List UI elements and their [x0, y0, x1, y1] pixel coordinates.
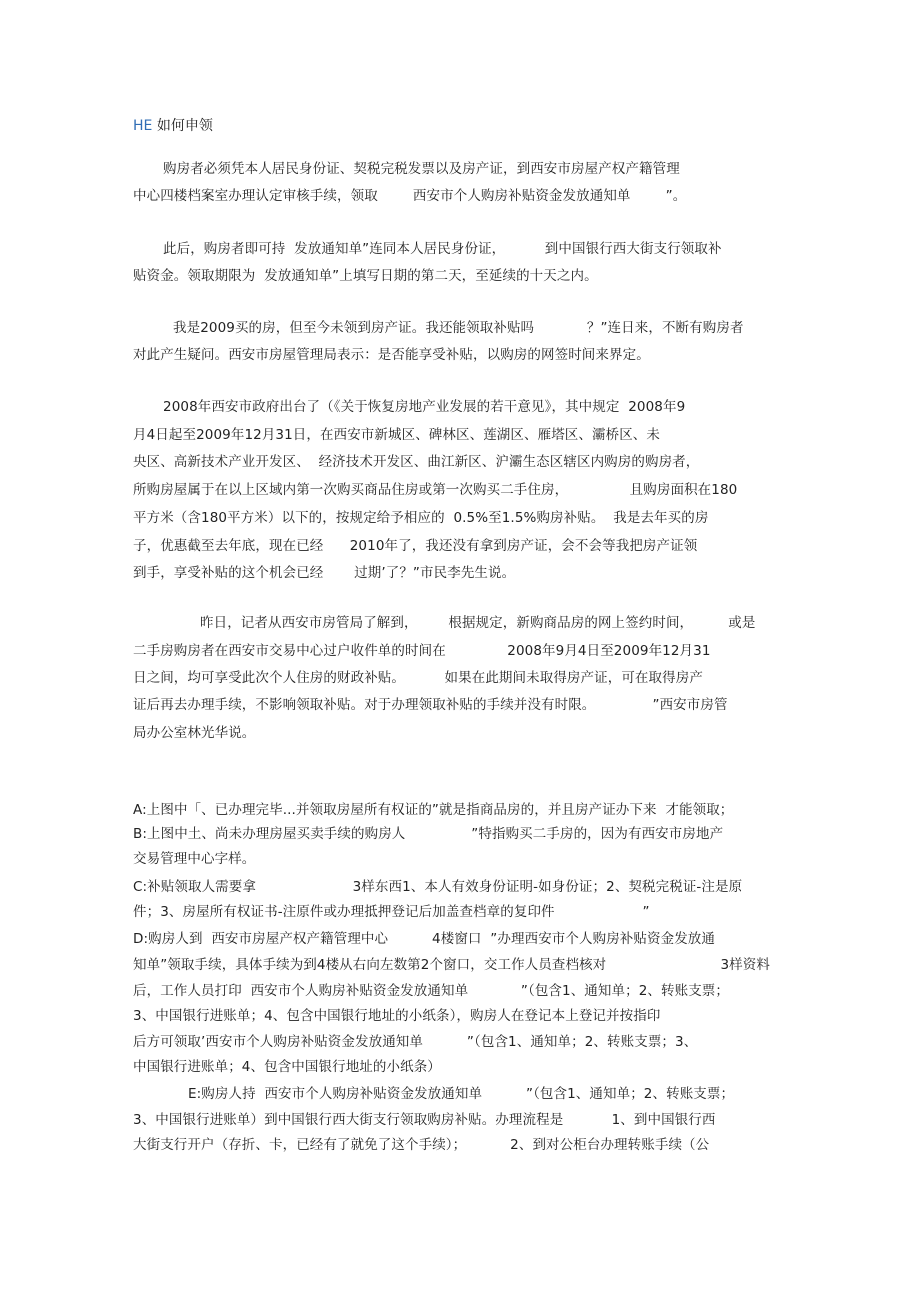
text-line: 月4日起至2009年12月31日，在西安市新城区、碑林区、莲湖区、雁塔区、灞桥区、未 — [133, 427, 661, 443]
text-line: 到手，享受补贴的这个机会已经 过期’了？”市民李先生说。 — [133, 565, 516, 581]
answer-e-line: E:购房人持 西安市个人购房补贴资金发放通知单 ”（包含1、通知单；2、转账支票； — [188, 1086, 735, 1102]
answer-c-line: 件；3、房屋所有权证书-注原件或办理抵押登记后加盖查档章的复印件 ” — [133, 904, 650, 920]
text-line: 贴资金。领取期限为 发放通知单”上填写日期的第二天，至延续的十天之内。 — [133, 268, 598, 284]
answer-d-line: 知单”领取手续，具体手续为到4楼从右向左数第2个窗口，交工作人员查档核对 3样资料 — [133, 957, 770, 973]
answer-d-line: 中国银行进账单；4、包含中国银行地址的小纸条） — [133, 1059, 441, 1075]
answer-c-line: C:补贴领取人需要拿 3样东西1、本人有效身份证明-如身份证；2、契税完税证-注是原 — [133, 879, 743, 895]
text-line: 对此产生疑问。西安市房屋管理局表示：是否能享受补贴，以购房的网签时间来界定。 — [133, 347, 650, 363]
text-line: 日之间，均可享受此次个人住房的财政补贴。 如果在此期间未取得房产证，可在取得房产 — [133, 670, 703, 686]
text-line: 局办公室林光华说。 — [133, 725, 256, 741]
text-line: 此后，购房者即可持 发放通知单”连同本人居民身份证， 到中国银行西大街支行领取补 — [163, 241, 722, 257]
answer-b-line: 交易管理中心字样。 — [133, 851, 256, 867]
text-line: 购房者必须凭本人居民身份证、契税完税发票以及房产证，到西安市房屋产权产籍管理 — [163, 161, 680, 177]
text-line: 中心四楼档案室办理认定审核手续，领取 西安市个人购房补贴资金发放通知单 ”。 — [133, 188, 687, 204]
text-line: 二手房购房者在西安市交易中心过户收件单的时间在 2008年9月4日至2009年12月31 — [133, 643, 711, 659]
text-line: 央区、高新技术产业开发区、 经济技术开发区、曲江新区、沪灞生态区辖区内购房的购房者， — [133, 454, 700, 470]
text-line: 2008年西安市政府出台了（《关于恢复房地产业发展的若干意见》，其中规定 2008年9 — [163, 399, 686, 415]
answer-d-line: 后方可领取’西安市个人购房补贴资金发放通知单 ”（包含1、通知单；2、转账支票；3、 — [133, 1034, 698, 1050]
answer-d-line: D:购房人到 西安市房屋产权产籍管理中心 4楼窗口 ”办理西安市个人购房补贴资金发放通 — [133, 931, 716, 947]
answer-d-line: 3、中国银行进账单；4、包含中国银行地址的小纸条），购房人在登记本上登记并按指印 — [133, 1008, 661, 1024]
text-line: 证后再去办理手续，不影响领取补贴。对于办理领取补贴的手续并没有时限。 ”西安市房管 — [133, 697, 728, 713]
answer-e-line: 3、中国银行进账单）到中国银行西大街支行领取购房补贴。办理流程是 1、到中国银行西 — [133, 1112, 716, 1128]
text-line: 我是2009买的房，但至今未领到房产证。我还能领取补贴吗 ？”连日来，不断有购房者 — [173, 320, 744, 336]
answer-d-line: 后，工作人员打印 西安市个人购房补贴资金发放通知单 ”（包含1、通知单；2、转账支票； — [133, 983, 729, 999]
answer-a-line: A:上图中「、已办理完毕...并领取房屋所有权证的”就是指商品房的，并且房产证办下来 才能领取； — [133, 802, 734, 818]
section-heading — [133, 115, 213, 135]
answer-b-line: B:上图中土、尚未办理房屋买卖手续的购房人 ”特指购买二手房的，因为有西安市房地产 — [133, 826, 724, 842]
text-line: 所购房屋属于在以上区域内第一次购买商品住房或第一次购买二手住房， 且购房面积在180 — [133, 482, 738, 498]
heading-prefix: HE — [133, 118, 153, 134]
answer-e-line: 大街支行开户（存折、卡，已经有了就免了这个手续）； 2、到对公柜台办理转账手续（公 — [133, 1137, 710, 1153]
text-line: 昨日，记者从西安市房管局了解到， 根据规定，新购商品房的网上签约时间， 或是 — [200, 615, 756, 631]
text-line: 平方米（含180平方米）以下的，按规定给予相应的 0.5%至1.5%购房补贴。 我是去年买的房 — [133, 510, 709, 526]
text-line: 子，优惠截至去年底，现在已经 2010年了，我还没有拿到房产证，会不会等我把房产证领 — [133, 538, 698, 554]
heading-text: 如何申领 — [156, 118, 213, 134]
